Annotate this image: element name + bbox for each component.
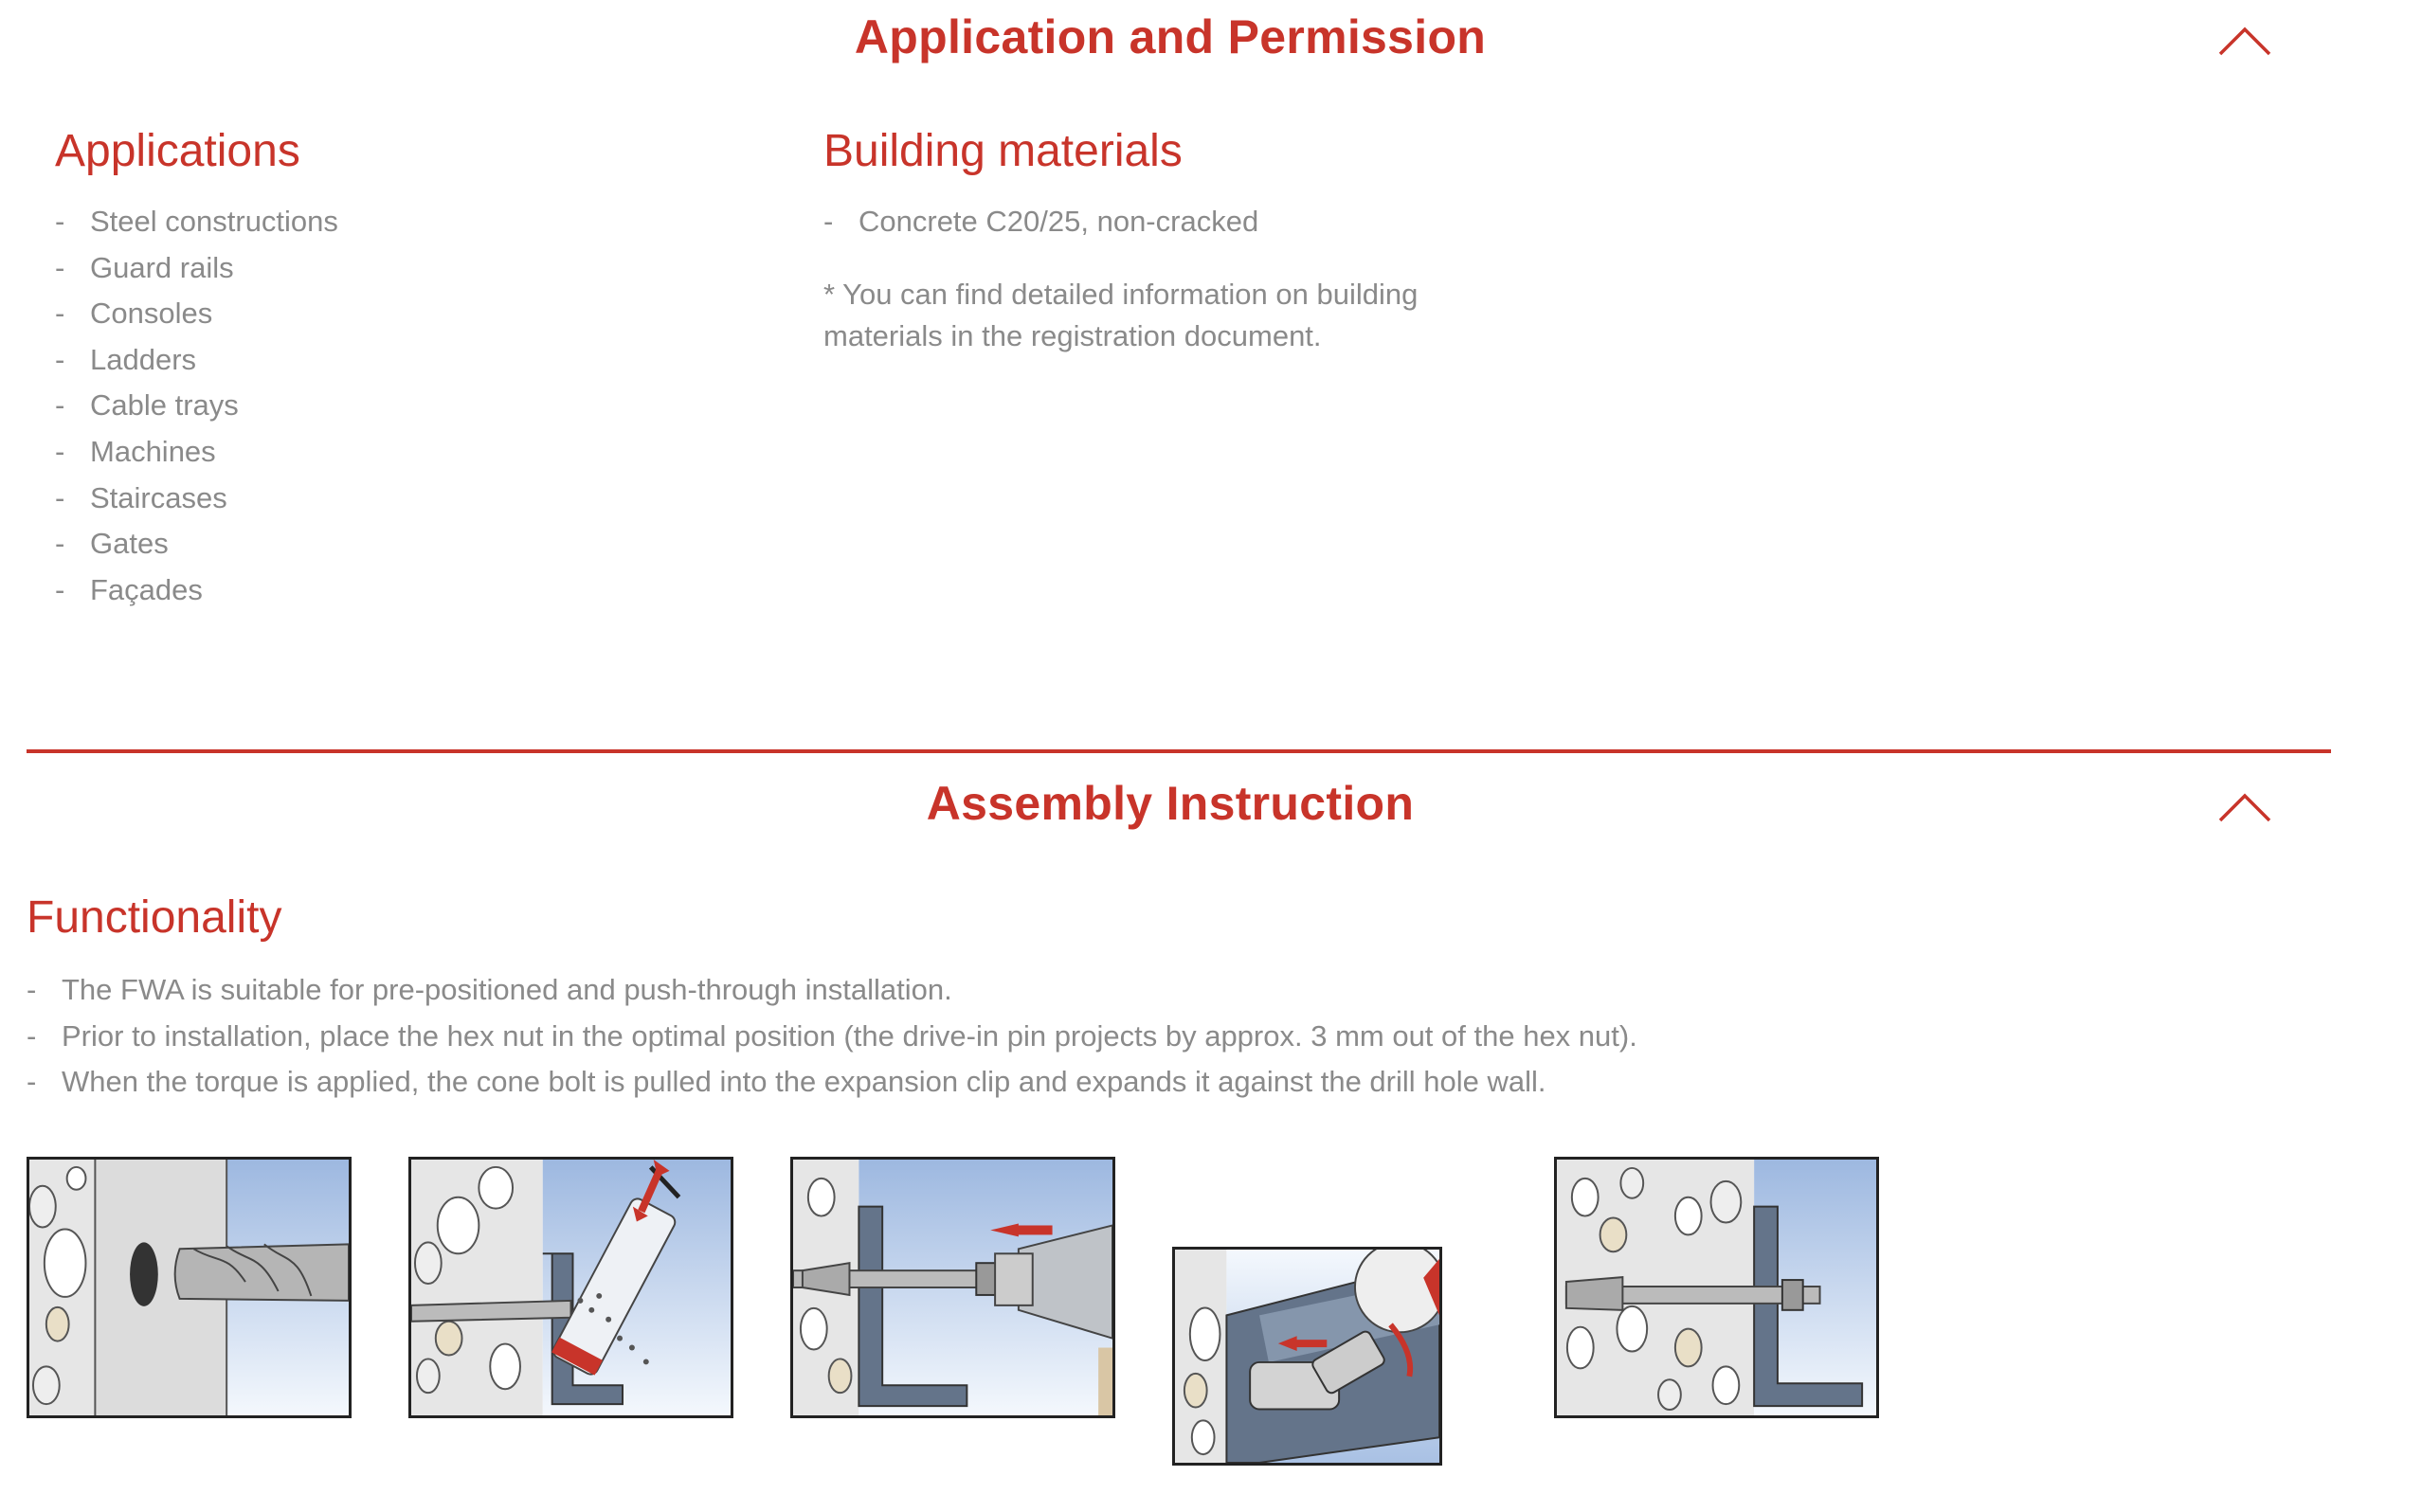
functionality-heading: Functionality (27, 892, 282, 943)
step-clean-hole-image (408, 1157, 733, 1418)
list-item: - Prior to installation, place the hex nut in the optimal position (the drive-in pin projects by approx. 3 mm out of the hex nut). (27, 1018, 1637, 1053)
chevron-up-icon[interactable] (2217, 791, 2272, 823)
list-item: - Gates (55, 527, 169, 561)
step-insert-anchor-image (790, 1157, 1115, 1418)
applications-list (55, 199, 338, 613)
list-item: - Steel constructions (55, 205, 338, 238)
list-item: - Concrete C20/25, non-cracked (823, 205, 1259, 238)
list-item: - Consoles (55, 297, 213, 331)
step-apply-torque-image (1172, 1247, 1442, 1466)
list-item: - Façades (55, 572, 203, 606)
applications-heading: Applications (55, 126, 300, 176)
list-item: - Guard rails (55, 250, 234, 284)
building-materials-heading: Building materials (823, 126, 1183, 176)
section-divider (27, 749, 2331, 753)
building-materials-list (823, 199, 1258, 245)
functionality-list (27, 967, 1637, 1106)
list-item: - The FWA is suitable for pre-positioned and push-through installation. (27, 973, 952, 1006)
step-drill-hole-image (27, 1157, 352, 1418)
step-installed-anchor-image (1554, 1157, 1879, 1418)
chevron-up-icon[interactable] (2217, 25, 2272, 57)
list-item: - Cable trays (55, 388, 239, 423)
building-materials-note: * You can find detailed information on building materials in the registration document. (823, 278, 1419, 352)
list-item: - Staircases (55, 480, 227, 514)
list-item: - Machines (55, 434, 216, 468)
list-item: - When the torque is applied, the cone bolt is pulled into the expansion clip and expands it against the drill hole wall. (27, 1065, 1546, 1099)
section-title-assembly-instruction[interactable]: Assembly Instruction (926, 777, 1415, 830)
list-item: - Ladders (55, 342, 197, 376)
section-title-application-permission[interactable]: Application and Permission (854, 10, 1487, 63)
